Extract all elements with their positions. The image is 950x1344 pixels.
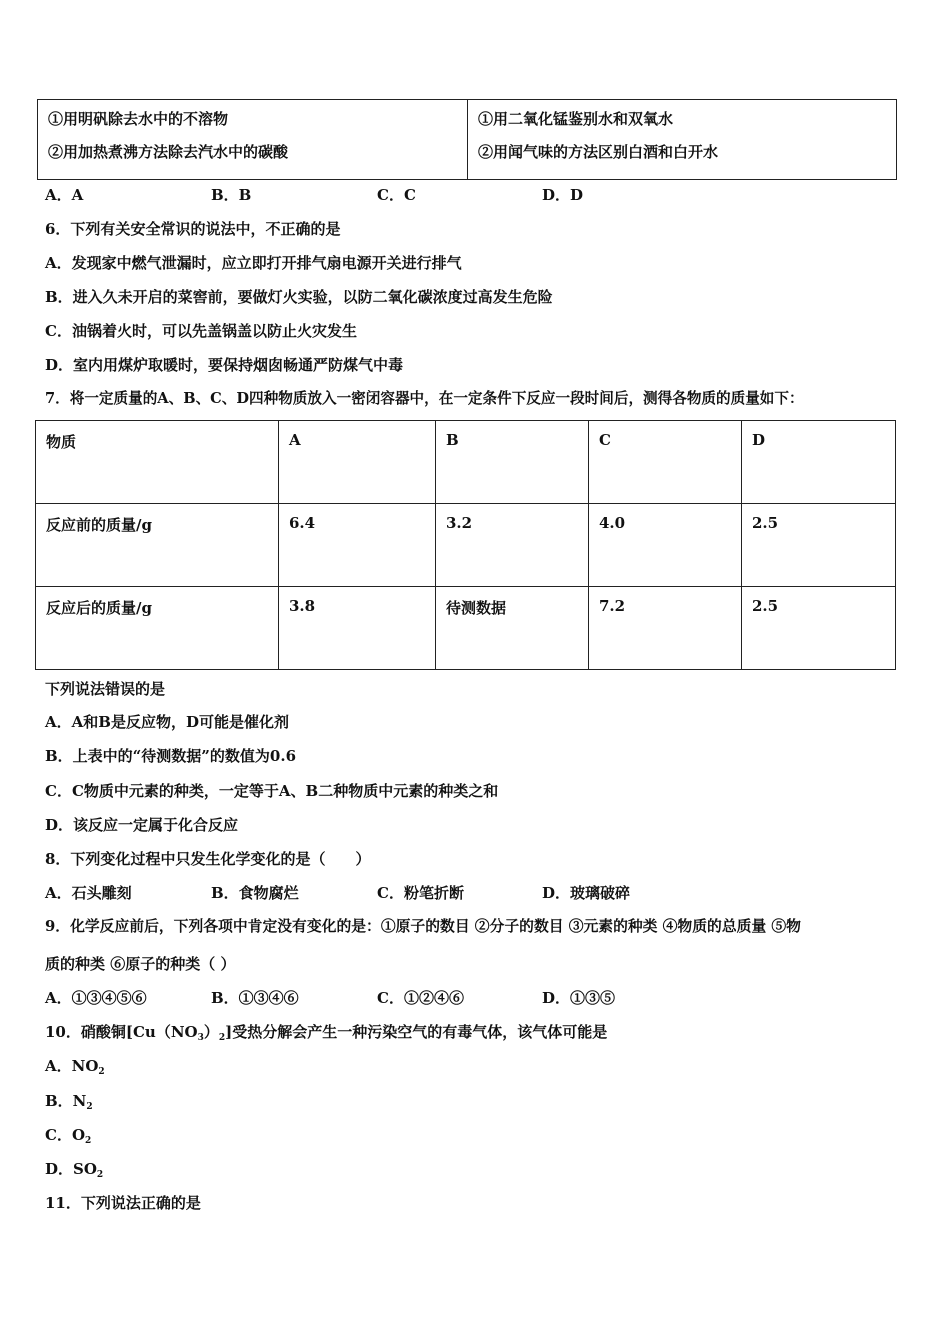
table-cell: 3.8 — [279, 587, 436, 670]
q7-prompt: 下列说法错误的是 — [45, 680, 166, 698]
q5-table — [37, 99, 897, 180]
q10-option-a-sub: 2 — [98, 1067, 105, 1077]
q9-option-d: D．①③⑤ — [542, 989, 616, 1007]
q10-option-d-sub: 2 — [96, 1170, 104, 1180]
q9-option-b: B．①③④⑥ — [211, 989, 299, 1007]
q10-option-d-label: D．SO — [45, 1160, 97, 1178]
q7-mass-table — [35, 420, 896, 670]
table-cell: 反应后的质量/g — [36, 587, 279, 670]
q7-option-d: D．该反应一定属于化合反应 — [45, 816, 239, 834]
q5-option-d: D．D — [542, 186, 584, 204]
q9-option-c: C．①②④⑥ — [377, 989, 464, 1007]
q10-stem-mid: ） — [203, 1023, 219, 1041]
q10-option-a — [45, 1056, 105, 1076]
q5-table-left-cell — [38, 100, 468, 180]
table-cell: 待测数据 — [436, 587, 589, 670]
q5-right-line-1: ①用二氧化锰鉴别水和双氧水 — [478, 110, 674, 128]
table-header-cell: 物质 — [36, 421, 279, 504]
q6-stem: 6．下列有关安全常识的说法中，不正确的是 — [45, 220, 341, 238]
q7-option-b: B．上表中的“待测数据”的数值为0.6 — [45, 747, 297, 765]
q7-stem: 7．将一定质量的A、B、C、D四种物质放入一密闭容器中，在一定条件下反应一段时间后，测得各物质的质量如下： — [45, 390, 804, 407]
table-cell: 反应前的质量/g — [36, 504, 279, 587]
q7-option-a: A．A和B是反应物，D可能是催化剂 — [45, 713, 289, 731]
table-row — [36, 421, 896, 504]
q11-stem: 11．下列说法正确的是 — [45, 1194, 201, 1212]
q10-stem-sub-2: 2 — [218, 1033, 226, 1043]
table-cell: 3.2 — [436, 504, 589, 587]
q10-stem-post: ]受热分解会产生一种污染空气的有毒气体，该气体可能是 — [225, 1023, 608, 1041]
q5-right-line-2: ②用闻气味的方法区别白酒和白开水 — [478, 143, 719, 161]
q6-option-a: A．发现家中燃气泄漏时，应立即打开排气扇电源开关进行排气 — [45, 254, 462, 272]
q10-stem — [45, 1022, 607, 1042]
table-row — [36, 504, 896, 587]
q5-left-line-1: ①用明矾除去水中的不溶物 — [48, 110, 229, 128]
q10-option-c-sub: 2 — [85, 1136, 92, 1146]
q10-option-a-label: A．NO — [45, 1057, 99, 1075]
q8-option-d: D．玻璃破碎 — [542, 884, 631, 902]
q8-option-c: C．粉笔折断 — [377, 884, 464, 902]
q9-stem-line-1: 9．化学反应前后，下列各项中肯定没有变化的是：①原子的数目 ②分子的数目 ③元素的种类 ④物质的总质量 ⑤物 — [45, 918, 801, 935]
q5-option-b: B．B — [211, 186, 252, 204]
q5-left-line-2: ②用加热煮沸方法除去汽水中的碳酸 — [48, 143, 289, 161]
q10-option-c — [45, 1125, 91, 1145]
table-header-cell: A — [279, 421, 436, 504]
q6-option-c: C．油锅着火时，可以先盖锅盖以防止火灾发生 — [45, 322, 357, 340]
q6-option-b: B．进入久未开启的菜窖前，要做灯火实验，以防二氧化碳浓度过高发生危险 — [45, 288, 553, 306]
table-cell: 6.4 — [279, 504, 436, 587]
q8-option-b: B．食物腐烂 — [211, 884, 299, 902]
table-row — [36, 587, 896, 670]
q9-option-a: A．①③④⑤⑥ — [45, 989, 147, 1007]
q10-option-b — [45, 1091, 93, 1111]
q10-option-b-label: B．N — [45, 1092, 87, 1110]
q9-stem-line-2: 质的种类 ⑥原子的种类（ ） — [45, 955, 236, 973]
q6-option-d: D．室内用煤炉取暖时，要保持烟囱畅通严防煤气中毒 — [45, 356, 404, 374]
table-cell: 2.5 — [742, 587, 896, 670]
q10-option-d — [45, 1159, 103, 1179]
table-cell: 7.2 — [589, 587, 742, 670]
table-header-cell: C — [589, 421, 742, 504]
q10-stem-sub-1: 3 — [197, 1033, 204, 1043]
q5-table-right-cell — [468, 100, 897, 180]
table-header-cell: D — [742, 421, 896, 504]
q7-option-c: C．C物质中元素的种类，一定等于A、B二种物质中元素的种类之和 — [45, 782, 499, 800]
q10-stem-pre: 10．硝酸铜[Cu（NO — [45, 1023, 198, 1041]
table-header-cell: B — [436, 421, 589, 504]
table-cell: 4.0 — [589, 504, 742, 587]
q8-option-a: A．石头雕刻 — [45, 884, 132, 902]
q8-stem: 8．下列变化过程中只发生化学变化的是（ ） — [45, 850, 371, 868]
q10-option-b-sub: 2 — [86, 1102, 93, 1112]
q5-option-c: C．C — [377, 186, 416, 204]
q5-option-a: A．A — [45, 186, 84, 204]
table-cell: 2.5 — [742, 504, 896, 587]
q10-option-c-label: C．O — [45, 1126, 86, 1144]
